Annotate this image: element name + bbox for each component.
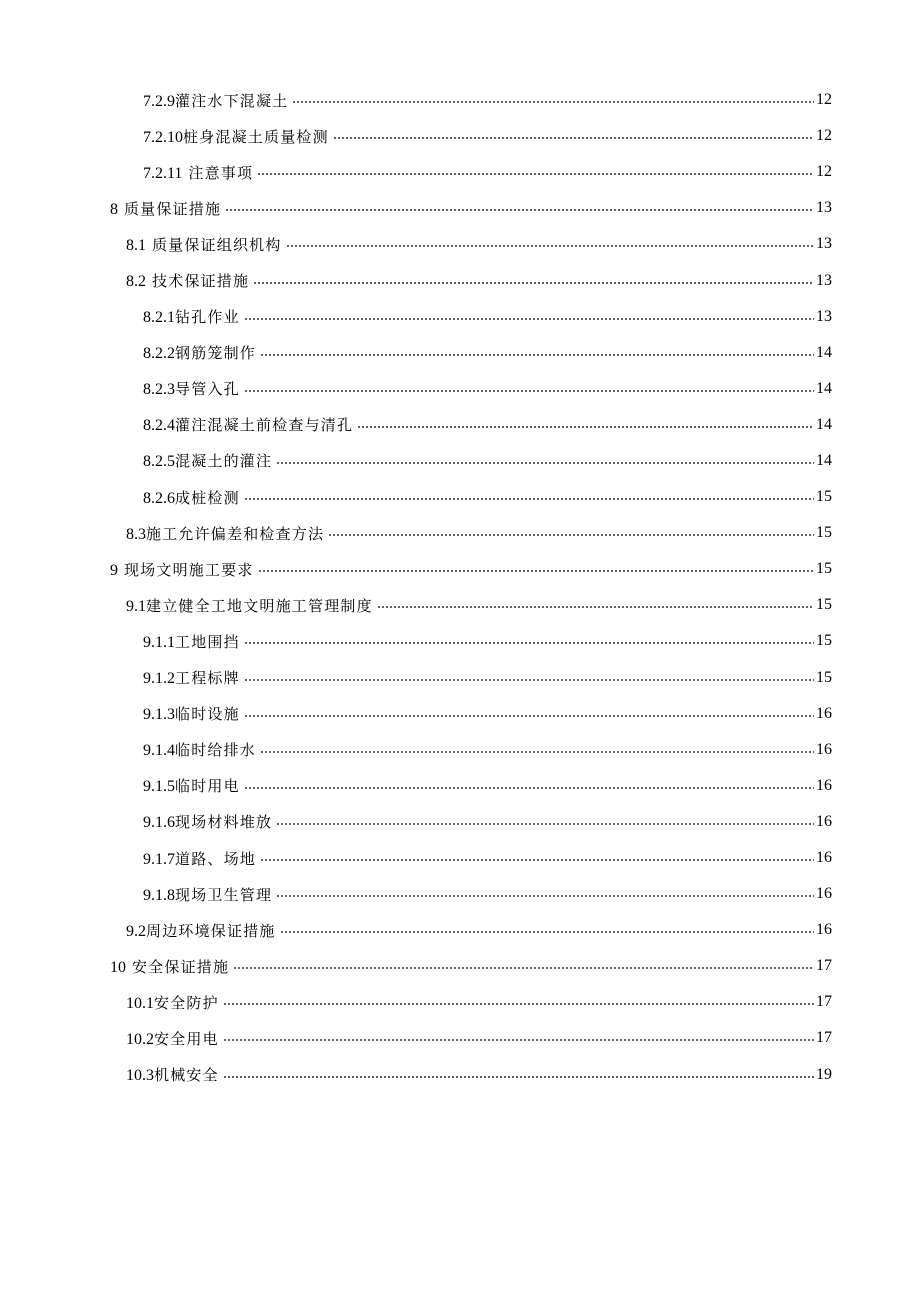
toc-entry-title: 成桩检测	[175, 488, 240, 507]
toc-dot-leader	[223, 1033, 814, 1048]
toc-entry-label	[143, 631, 244, 652]
toc-entry-title: 临时用电	[175, 777, 240, 796]
toc-entry-label	[126, 595, 377, 616]
toc-entry[interactable]	[110, 551, 832, 587]
toc-dot-leader	[223, 997, 814, 1012]
toc-entry-title: 工地围挡	[175, 632, 240, 651]
toc-entry[interactable]	[110, 190, 832, 226]
toc-entry-title: 临时给排水	[175, 741, 257, 760]
toc-entry-label	[143, 487, 244, 508]
toc-entry-page-number: 16	[816, 921, 832, 939]
toc-entry-label	[143, 884, 276, 905]
toc-entry-title: 周边环境保证措施	[146, 921, 276, 940]
toc-entry-title: 混凝土的灌注	[175, 452, 273, 471]
toc-entry[interactable]	[143, 82, 832, 118]
toc-entry-label	[143, 450, 276, 471]
toc-entry-page-number: 16	[816, 812, 832, 830]
toc-entry-page-number: 16	[816, 849, 832, 867]
toc-entry-title: 灌注水下混凝土	[175, 91, 289, 110]
toc-entry-title: 现场材料堆放	[175, 813, 273, 832]
toc-entry-title: 施工允许偏差和检查方法	[146, 524, 325, 543]
toc-entry-number: 7.2.11	[143, 164, 183, 182]
toc-entry[interactable]	[143, 696, 832, 732]
toc-entry-page-number: 13	[816, 271, 832, 289]
toc-entry-label	[143, 378, 244, 399]
toc-entry-page-number: 17	[816, 993, 832, 1011]
toc-entry-page-number: 15	[816, 596, 832, 614]
toc-entry-label	[126, 992, 223, 1013]
toc-dot-leader	[225, 203, 814, 218]
toc-entry-page-number: 16	[816, 704, 832, 722]
toc-entry-label	[126, 1064, 223, 1085]
toc-entry[interactable]	[143, 118, 832, 154]
toc-entry-page-number: 15	[816, 524, 832, 542]
toc-entry-page-number: 19	[816, 1065, 832, 1083]
toc-dot-leader	[276, 455, 814, 470]
toc-entry-number: 9.1.1	[143, 633, 175, 651]
toc-dot-leader	[377, 600, 814, 615]
toc-entry-title: 安全保证措施	[126, 957, 230, 976]
table-of-contents	[0, 82, 920, 1093]
toc-dot-leader	[328, 528, 814, 543]
toc-entry-title: 桩身混凝土质量检测	[183, 127, 329, 146]
toc-entry-label	[110, 198, 225, 219]
toc-entry-number: 8.3	[126, 525, 146, 543]
toc-entry-label	[143, 90, 292, 111]
toc-entry-title: 现场卫生管理	[175, 885, 273, 904]
toc-entry-label	[143, 703, 244, 724]
toc-entry[interactable]	[143, 154, 832, 190]
toc-entry[interactable]	[126, 226, 832, 262]
toc-dot-leader	[292, 95, 814, 110]
toc-entry-number: 8	[110, 200, 118, 218]
toc-entry[interactable]	[143, 299, 832, 335]
toc-entry-title: 技术保证措施	[146, 272, 250, 291]
toc-entry-page-number: 16	[816, 885, 832, 903]
toc-entry[interactable]	[143, 876, 832, 912]
toc-entry[interactable]	[143, 732, 832, 768]
toc-entry-number: 7.2.10	[143, 128, 183, 146]
toc-dot-leader	[244, 492, 814, 507]
toc-dot-leader	[258, 564, 814, 579]
toc-entry[interactable]	[143, 443, 832, 479]
toc-entry-number: 9.2	[126, 922, 146, 940]
toc-entry-page-number: 15	[816, 560, 832, 578]
toc-entry-number: 10.2	[126, 1030, 154, 1048]
toc-entry[interactable]	[143, 335, 832, 371]
toc-dot-leader	[333, 131, 814, 146]
toc-dot-leader	[253, 275, 814, 290]
toc-entry-title: 注意事项	[182, 163, 254, 182]
toc-entry[interactable]	[126, 587, 832, 623]
toc-entry[interactable]	[143, 840, 832, 876]
toc-entry-page-number: 13	[816, 307, 832, 325]
toc-entry[interactable]	[110, 948, 832, 984]
toc-entry-number: 10.1	[126, 994, 154, 1012]
toc-entry-title: 质量保证组织机构	[146, 235, 282, 254]
toc-entry-label	[143, 342, 260, 363]
toc-entry-label	[126, 920, 280, 941]
toc-entry[interactable]	[143, 768, 832, 804]
toc-entry-label	[126, 234, 286, 255]
toc-entry-label	[143, 162, 257, 183]
toc-entry[interactable]	[126, 515, 832, 551]
toc-entry-number: 8.2.1	[143, 309, 175, 327]
toc-entry-number: 9.1	[126, 597, 146, 615]
toc-dot-leader	[257, 167, 814, 182]
toc-dot-leader	[260, 853, 814, 868]
toc-entry-page-number: 17	[816, 1029, 832, 1047]
toc-dot-leader	[276, 889, 814, 904]
toc-entry-number: 10.3	[126, 1067, 154, 1085]
toc-entry[interactable]	[143, 371, 832, 407]
toc-entry-title: 道路、场地	[175, 849, 257, 868]
toc-entry-page-number: 15	[816, 668, 832, 686]
toc-dot-leader	[244, 672, 814, 687]
toc-entry[interactable]	[143, 660, 832, 696]
toc-entry-page-number: 13	[816, 235, 832, 253]
toc-entry-title: 灌注混凝土前检查与清孔	[175, 416, 354, 435]
toc-entry-number: 9.1.6	[143, 814, 175, 832]
toc-dot-leader	[244, 780, 814, 795]
toc-dot-leader	[260, 744, 814, 759]
toc-entry-page-number: 15	[816, 488, 832, 506]
toc-entry-title: 安全防护	[154, 993, 219, 1012]
toc-entry-title: 安全用电	[154, 1029, 219, 1048]
toc-entry-title: 现场文明施工要求	[118, 560, 254, 579]
toc-entry-page-number: 14	[816, 379, 832, 397]
toc-entry-page-number: 15	[816, 632, 832, 650]
toc-entry-label	[110, 956, 233, 977]
toc-entry-label	[143, 848, 260, 869]
toc-entry-page-number: 14	[816, 343, 832, 361]
toc-dot-leader	[244, 708, 814, 723]
toc-entry-title: 机械安全	[154, 1066, 219, 1085]
toc-entry[interactable]	[143, 623, 832, 659]
toc-entry[interactable]	[126, 984, 832, 1020]
toc-dot-leader	[244, 311, 814, 326]
toc-entry-title: 质量保证措施	[118, 199, 222, 218]
toc-entry-number: 8.2.5	[143, 453, 175, 471]
toc-entry-label	[126, 1028, 223, 1049]
toc-dot-leader	[244, 636, 814, 651]
toc-entry[interactable]	[143, 407, 832, 443]
toc-entry-label	[143, 414, 357, 435]
toc-entry-label	[126, 270, 253, 291]
toc-dot-leader	[280, 925, 814, 940]
toc-entry-page-number: 12	[816, 163, 832, 181]
toc-entry-page-number: 17	[816, 957, 832, 975]
toc-entry-number: 9.1.7	[143, 850, 175, 868]
toc-entry-number: 8.2	[126, 273, 146, 291]
toc-dot-leader	[357, 419, 814, 434]
toc-entry-page-number: 16	[816, 776, 832, 794]
toc-entry-title: 钢筋笼制作	[175, 344, 257, 363]
toc-entry-page-number: 16	[816, 740, 832, 758]
toc-entry-title: 钻孔作业	[175, 308, 240, 327]
toc-entry-number: 8.2.4	[143, 417, 175, 435]
toc-entry-page-number: 14	[816, 451, 832, 469]
toc-entry-label	[143, 811, 276, 832]
toc-entry[interactable]	[143, 479, 832, 515]
toc-entry-number: 7.2.9	[143, 92, 175, 110]
toc-entry-title: 工程标牌	[175, 669, 240, 688]
toc-entry-number: 8.2.6	[143, 489, 175, 507]
toc-entry-title: 临时设施	[175, 705, 240, 724]
toc-entry-label	[143, 126, 333, 147]
toc-entry-label	[143, 667, 244, 688]
toc-entry-number: 9.1.4	[143, 742, 175, 760]
toc-entry-page-number: 12	[816, 91, 832, 109]
toc-entry[interactable]	[126, 1057, 832, 1093]
toc-entry-number: 9.1.5	[143, 778, 175, 796]
toc-entry-label	[143, 739, 260, 760]
toc-entry-number: 9	[110, 561, 118, 579]
toc-entry-label	[126, 523, 328, 544]
toc-dot-leader	[233, 961, 814, 976]
toc-entry[interactable]	[126, 912, 832, 948]
toc-entry-number: 10	[110, 958, 126, 976]
toc-dot-leader	[286, 239, 814, 254]
toc-entry-number: 9.1.2	[143, 670, 175, 688]
toc-entry-page-number: 14	[816, 415, 832, 433]
toc-dot-leader	[244, 383, 814, 398]
toc-dot-leader	[276, 816, 814, 831]
toc-entry-number: 9.1.3	[143, 706, 175, 724]
toc-entry-label	[143, 775, 244, 796]
toc-entry[interactable]	[126, 262, 832, 298]
toc-entry-title: 导管入孔	[175, 380, 240, 399]
toc-entry-label	[110, 559, 258, 580]
toc-dot-leader	[260, 347, 814, 362]
toc-entry-number: 8.2.2	[143, 345, 175, 363]
toc-entry[interactable]	[126, 1020, 832, 1056]
toc-entry[interactable]	[143, 804, 832, 840]
toc-entry-number: 8.2.3	[143, 381, 175, 399]
toc-entry-page-number: 12	[816, 127, 832, 145]
toc-entry-number: 8.1	[126, 236, 146, 254]
toc-entry-page-number: 13	[816, 199, 832, 217]
toc-entry-label	[143, 306, 244, 327]
toc-entry-title: 建立健全工地文明施工管理制度	[146, 596, 373, 615]
toc-dot-leader	[223, 1069, 814, 1084]
toc-entry-number: 9.1.8	[143, 886, 175, 904]
